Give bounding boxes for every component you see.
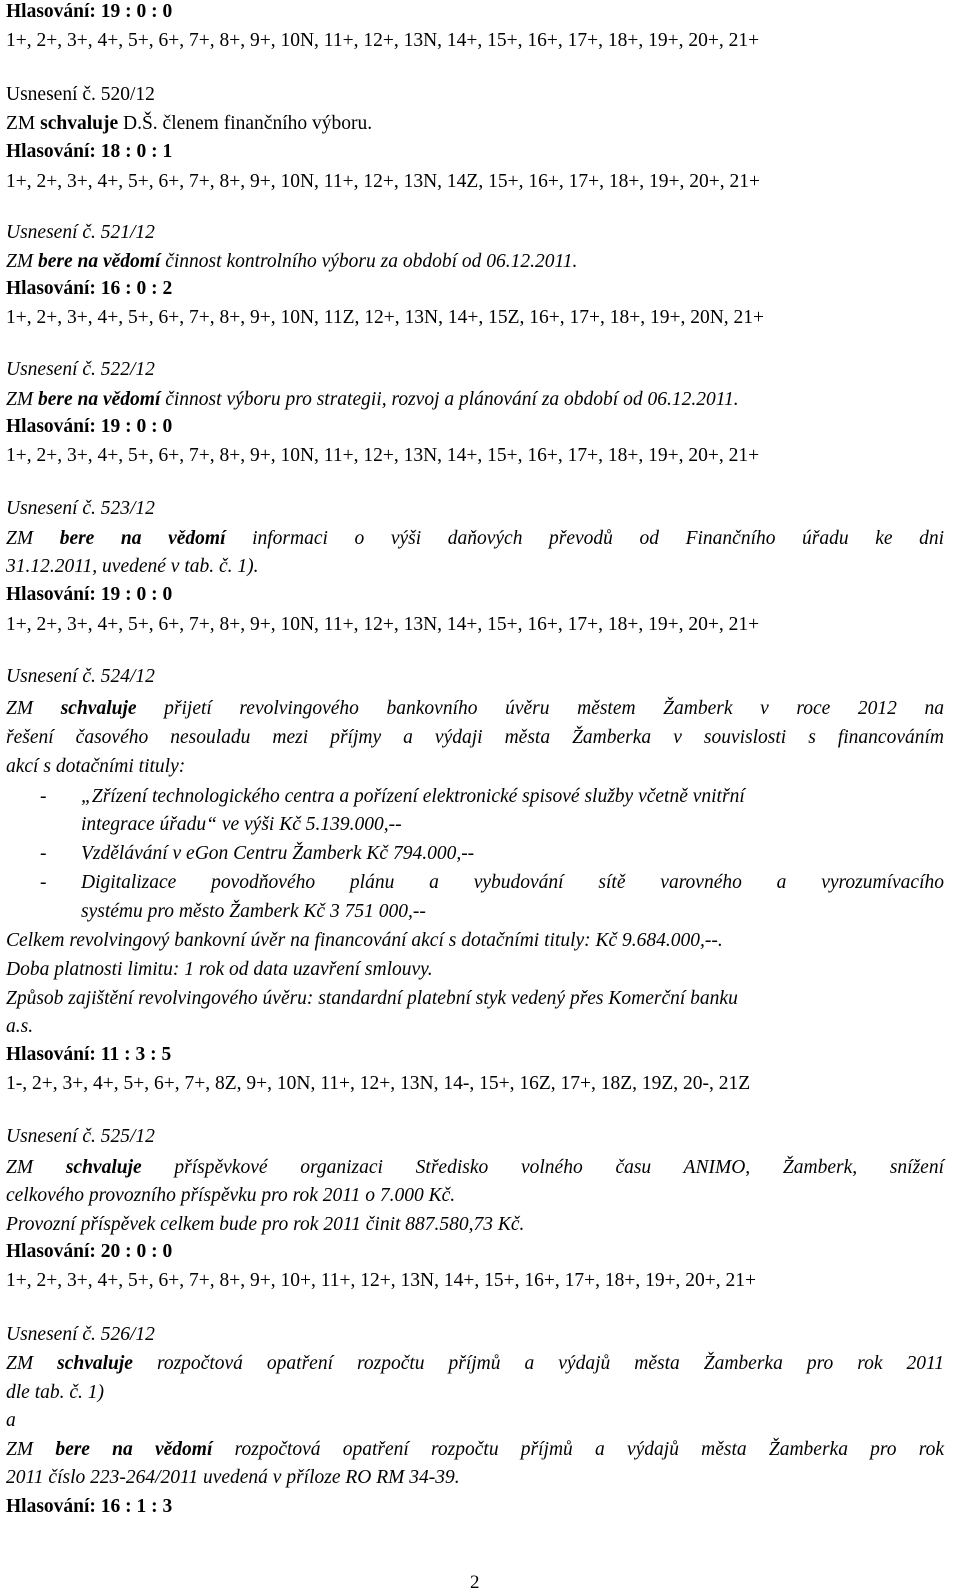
- resolution-text: ZM bere na vědomí informaci o výši daňových převodů od Finančního úřadu ke dni: [6, 528, 945, 549]
- vote-tally: 1-, 2+, 3+, 4+, 5+, 6+, 7+, 8Z, 9+, 10N, 11+, 12+, 13N, 14-, 15+, 16Z, 17+, 18Z, 19Z, 20-, 21Z: [6, 1073, 751, 1094]
- resolution-text: ZM bere na vědomí rozpočtová opatření rozpočtu příjmů a výdajů města Žamberka pro rok: [6, 1439, 945, 1460]
- resolution-text: ZM bere na vědomí činnost výboru pro strategii, rozvoj a plánování za období od 06.12.2011.: [6, 389, 739, 410]
- resolution-heading: Usnesení č. 521/12: [6, 222, 155, 243]
- vote-result: Hlasování: 16 : 1 : 3: [6, 1496, 173, 1517]
- vote-tally: 1+, 2+, 3+, 4+, 5+, 6+, 7+, 8+, 9+, 10N, 11+, 12+, 13N, 14+, 15+, 16+, 17+, 18+, 19+, 20+, 21+: [6, 30, 760, 51]
- loan-security-continued: a.s.: [6, 1016, 34, 1037]
- loan-validity: Doba platnosti limitu: 1 rok od data uzavření smlouvy.: [6, 959, 433, 980]
- vote-result: Hlasování: 16 : 0 : 2: [6, 278, 173, 299]
- list-item-continued: systému pro město Žamberk Kč 3 751 000,--: [81, 901, 426, 922]
- vote-result: Hlasování: 11 : 3 : 5: [6, 1044, 172, 1065]
- vote-tally: 1+, 2+, 3+, 4+, 5+, 6+, 7+, 8+, 9+, 10N, 11+, 12+, 13N, 14+, 15+, 16+, 17+, 18+, 19+, 20+, 21+: [6, 445, 760, 466]
- vote-result: Hlasování: 18 : 0 : 1: [6, 141, 173, 162]
- loan-total: Celkem revolvingový bankovní úvěr na financování akcí s dotačními tituly: Kč 9.684.000,--.: [6, 930, 723, 951]
- resolution-heading: Usnesení č. 526/12: [6, 1324, 155, 1345]
- resolution-text-continued: akcí s dotačními tituly:: [6, 756, 186, 777]
- resolution-heading: Usnesení č. 522/12: [6, 359, 155, 380]
- resolution-text: ZM schvaluje přijetí revolvingového bankovního úvěru městem Žamberk v roce 2012 na: [6, 698, 945, 719]
- resolution-text-continued: dle tab. č. 1): [6, 1382, 105, 1403]
- conjunction: a: [6, 1410, 16, 1431]
- resolution-text-continued: celkového provozního příspěvku pro rok 2011 o 7.000 Kč.: [6, 1185, 456, 1206]
- resolution-heading: Usnesení č. 524/12: [6, 666, 155, 687]
- loan-security: Způsob zajištění revolvingového úvěru: standardní platební styk vedený přes Komerční banku: [6, 988, 738, 1009]
- resolution-text-continued: 31.12.2011, uvedené v tab. č. 1).: [6, 556, 259, 577]
- resolution-heading: Usnesení č. 525/12: [6, 1126, 155, 1147]
- list-bullet: -: [40, 786, 47, 807]
- resolution-text: ZM schvaluje rozpočtová opatření rozpočtu příjmů a výdajů města Žamberka pro rok 2011: [6, 1353, 945, 1374]
- list-bullet: -: [40, 872, 47, 893]
- resolution-heading: Usnesení č. 523/12: [6, 498, 155, 519]
- vote-tally: 1+, 2+, 3+, 4+, 5+, 6+, 7+, 8+, 9+, 10N, 11Z, 12+, 13N, 14+, 15Z, 16+, 17+, 18+, 19+, 20N, 21+: [6, 307, 765, 328]
- list-bullet: -: [40, 843, 47, 864]
- resolution-text-continued: 2011 číslo 223-264/2011 uvedená v příloze RO RM 34-39.: [6, 1467, 460, 1488]
- vote-tally: 1+, 2+, 3+, 4+, 5+, 6+, 7+, 8+, 9+, 10N, 11+, 12+, 13N, 14+, 15+, 16+, 17+, 18+, 19+, 20+, 21+: [6, 614, 760, 635]
- page-number: 2: [470, 1572, 480, 1593]
- resolution-text: ZM schvaluje příspěvkové organizaci Středisko volného času ANIMO, Žamberk, snížení: [6, 1157, 944, 1178]
- resolution-heading: Usnesení č. 520/12: [6, 84, 155, 105]
- list-item: „Zřízení technologického centra a pořízení elektronické spisové služby včetně vnitřní: [81, 786, 745, 807]
- resolution-text: ZM schvaluje D.Š. členem finančního výboru.: [6, 113, 373, 134]
- list-item: Digitalizace povodňového plánu a vybudování sítě varovného a vyrozumívacího: [81, 872, 944, 893]
- resolution-text-continued: řešení časového nesouladu mezi příjmy a výdaji města Žamberka v souvislosti s financováním: [6, 727, 944, 748]
- vote-tally: 1+, 2+, 3+, 4+, 5+, 6+, 7+, 8+, 9+, 10+, 11+, 12+, 13N, 14+, 15+, 16+, 17+, 18+, 19+, 20+, 21+: [6, 1270, 757, 1291]
- vote-result: Hlasování: 19 : 0 : 0: [6, 584, 173, 605]
- list-item: Vzdělávání v eGon Centru Žamberk Kč 794.000,--: [81, 843, 475, 864]
- vote-tally: 1+, 2+, 3+, 4+, 5+, 6+, 7+, 8+, 9+, 10N, 11+, 12+, 13N, 14Z, 15+, 16+, 17+, 18+, 19+, 20+, 21+: [6, 171, 761, 192]
- vote-result: Hlasování: 20 : 0 : 0: [6, 1241, 173, 1262]
- vote-result: Hlasování: 19 : 0 : 0: [6, 416, 173, 437]
- list-item-continued: integrace úřadu“ ve výši Kč 5.139.000,--: [81, 814, 402, 835]
- resolution-text-continued: Provozní příspěvek celkem bude pro rok 2011 činit 887.580,73 Kč.: [6, 1214, 525, 1235]
- vote-result: Hlasování: 19 : 0 : 0: [6, 1, 173, 22]
- resolution-text: ZM bere na vědomí činnost kontrolního výboru za období od 06.12.2011.: [6, 251, 578, 272]
